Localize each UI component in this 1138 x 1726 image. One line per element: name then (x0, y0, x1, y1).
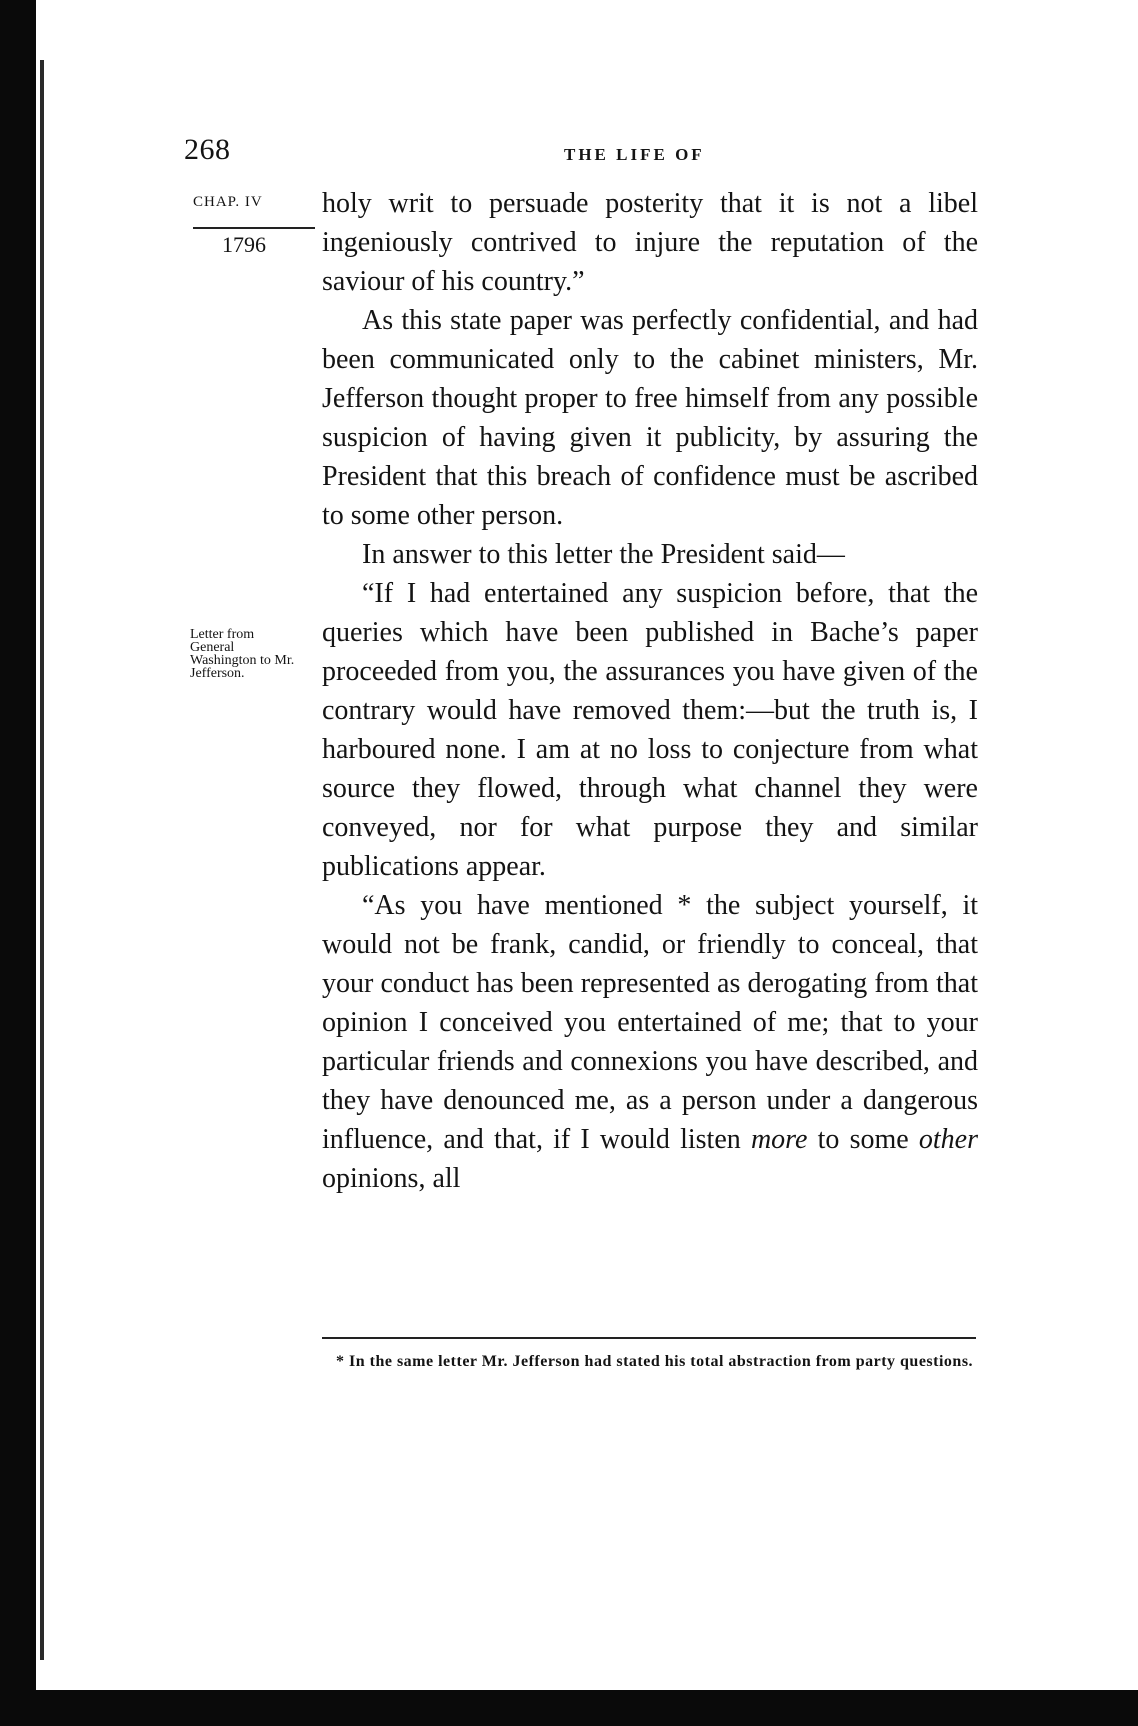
paragraph-5-part-2: to some (807, 1124, 919, 1155)
scan-edge-bottom (0, 1690, 1138, 1726)
emphasis-other: other (918, 1124, 979, 1155)
paragraph-1: holy writ to persuade posterity that it is not a libel ingeniously contrived to injure the reputation of the saviour of his country.” (322, 188, 978, 297)
paragraph-3: In answer to this letter the President said— (362, 539, 845, 570)
margin-year: 1796 (222, 232, 266, 257)
footnote: * In the same letter Mr. Jefferson had stated his total abstraction from party questions. (336, 1353, 974, 1370)
scan-edge-left (0, 0, 36, 1726)
paragraph-5-part-3: opinions, all (322, 1163, 461, 1194)
paragraph-2: As this state paper was perfectly confidential, and had been communicated only to the cabinet ministers, Mr. Jefferson thought proper to free himself from any possible suspicion of having given it publicity, by assuring the President that this breach of confidence must be ascribed to some other person. (322, 305, 978, 531)
margin-chapter: CHAP. IV (193, 194, 263, 210)
paragraph-4: “If I had entertained any suspicion before, that the queries which have been published in Bache’s paper proceeded from you, the assurances you have given of the contrary would have removed them:—but the truth is, I harboured none. I am at no loss to conjecture from what source they flowed, through what channel they were conveyed, nor for what purpose they and similar publications appear. (322, 578, 978, 882)
side-note: Letter from General Washington to Mr. Jefferson. (190, 627, 295, 681)
paragraph-5 (322, 886, 978, 1198)
scan-edge-line (40, 60, 44, 1660)
paragraph-5-part-1: “As you have mentioned * the subject yourself, it would not be frank, candid, or friendly to conceal, that your conduct has been represented as derogating from that opinion I conceived you entertained of me; that to your particular friends and connexions you have described, and they have denounced me, as a person under a dangerous influence, and that, if I would listen (322, 890, 978, 1155)
margin-rule (193, 227, 315, 229)
footnote-rule (322, 1337, 976, 1339)
body-text (322, 184, 978, 1198)
running-head-title: THE LIFE OF (564, 145, 705, 164)
page-number: 268 (184, 133, 231, 166)
running-head (184, 133, 974, 173)
emphasis-more: more (750, 1124, 808, 1155)
